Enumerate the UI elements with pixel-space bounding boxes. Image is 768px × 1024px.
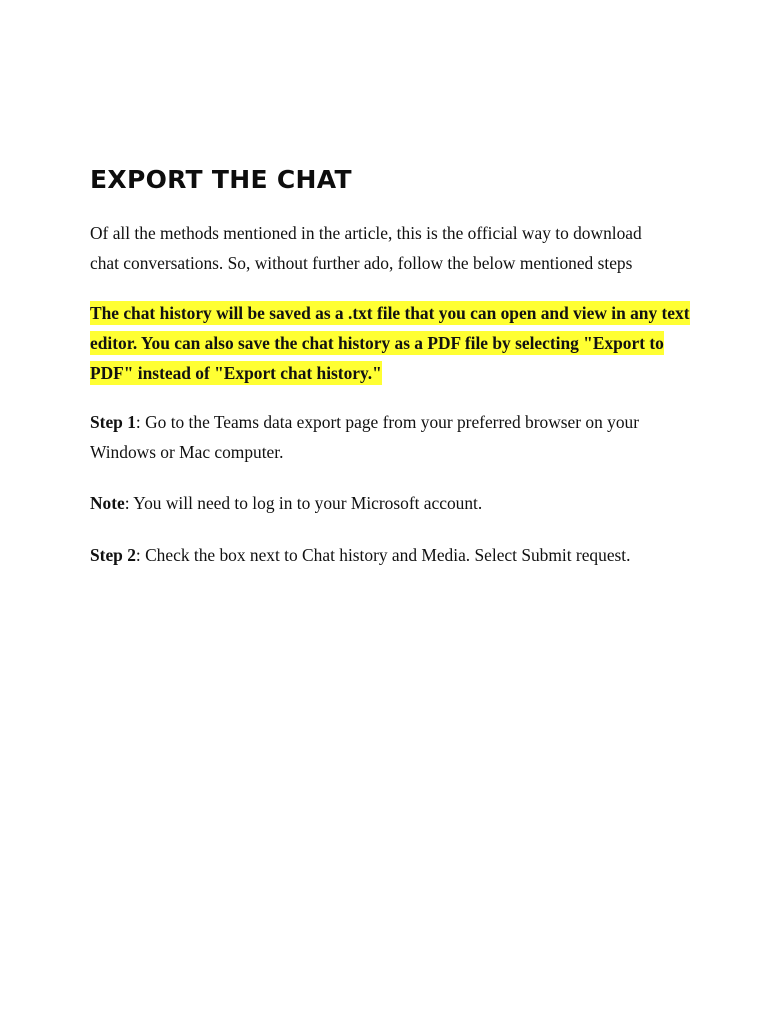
note-paragraph <box>90 488 680 518</box>
step-2-paragraph <box>90 540 680 570</box>
step-1-paragraph <box>90 407 670 467</box>
step-2-label: Step 2 <box>90 545 136 565</box>
section-heading: EXPORT THE CHAT <box>90 165 352 194</box>
step-1-label: Step 1 <box>90 412 136 432</box>
note-label: Note <box>90 493 125 513</box>
step-1-text: : Go to the Teams data export page from your preferred browser on your Windows or Mac computer. <box>90 412 640 462</box>
step-2-text: : Check the box next to Chat history and Media. Select Submit request. <box>135 545 631 565</box>
highlighted-note <box>90 298 690 388</box>
highlighted-text: The chat history will be saved as a .txt file that you can open and view in any text editor. You can also save the chat history as a PDF file by selecting "Export to PDF" instead of "Export chat history." <box>90 303 690 383</box>
intro-paragraph: Of all the methods mentioned in the article, this is the official way to download chat conversations. So, without further ado, follow the below mentioned steps <box>90 223 642 273</box>
note-text: : You will need to log in to your Microsoft account. <box>124 493 483 513</box>
